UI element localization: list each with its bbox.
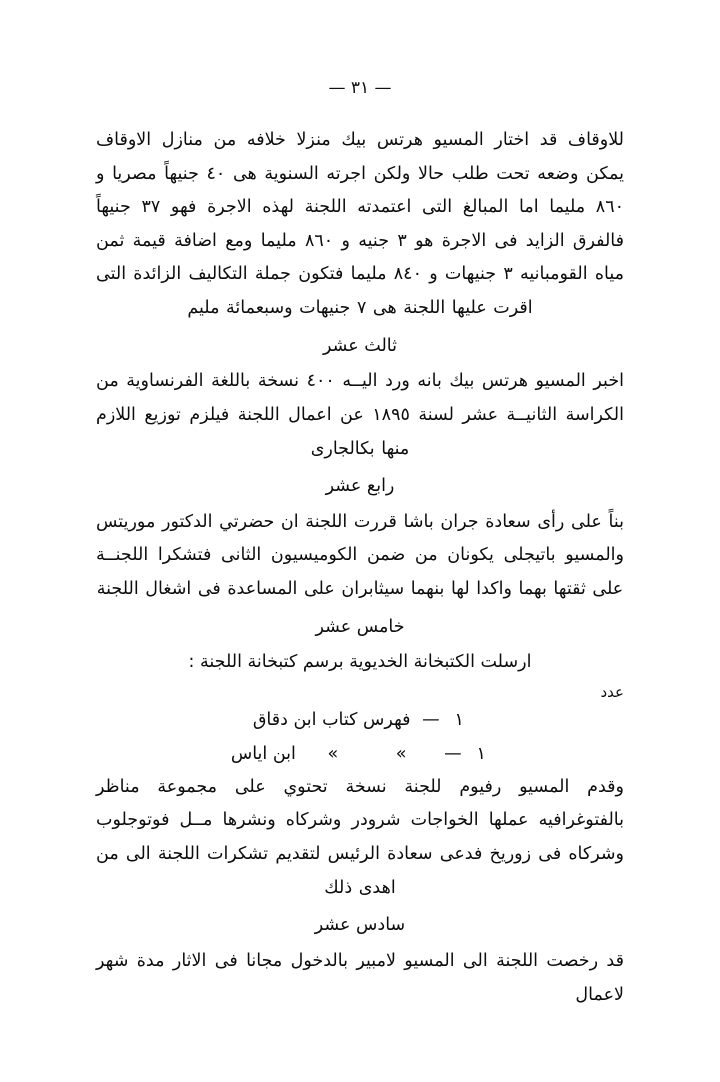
- heading-fifteenth: خامس عشر: [315, 616, 405, 637]
- label-count: عدد: [600, 682, 624, 701]
- list-item-number: ١: [476, 743, 486, 764]
- list-item-label: ابن اياس: [230, 743, 296, 764]
- list-item-label: فهرس كتاب ابن دقاق: [252, 709, 411, 730]
- heading-fourteenth: رابع عشر: [325, 476, 395, 497]
- paragraph-photographs: وقدم المسيو رفيوم للجنة نسخة تحتوي على مجموعة مناظر بالفتوغرافيه عملها الخواجات شرودر وشركاه ونشرها مــل فوتوجلوب وشركاه فى زوريخ فدعى سعادة الرئيس لتقديم تشكرات اللجنة الى من اهدى ذلك: [96, 776, 624, 898]
- heading-thirteenth: ثالث عشر: [323, 335, 397, 356]
- list-item: [96, 703, 624, 737]
- page-number: — ٣١ —: [328, 78, 392, 98]
- list-item-ditto-second: »: [327, 743, 339, 764]
- list-item-ditto-first: »: [395, 743, 407, 764]
- paragraph-thirteenth: اخبر المسيو هرتس بيك بانه ورد اليــه ٤٠٠ نسخة باللغة الفرنساوية من الكراسة الثانيــة عشر لسنة ١٨٩٥ عن اعمال اللجنة فيلزم توزيع اللازم منها بكالجارى: [96, 371, 625, 459]
- list-item-number: ١: [454, 709, 464, 730]
- paragraph-fourteenth: بناً على رأى سعادة جران باشا قررت اللجنة ان حضرتي الدكتور موريتس والمسيو باتيجلى يكونان من ضمن الكوميسيون الثانى فتشكرا اللجنــة على ثقتها بهما واكدا لها بنهما سيثابران على المساعدة فى اشغال اللجنة: [96, 511, 624, 600]
- paragraph-sixteenth: قد رخصت اللجنة الى المسيو لامبير بالدخول مجانا فى الاثار مدة شهر لاعمال: [96, 951, 624, 1005]
- list-item: [96, 737, 624, 771]
- list-item-dash: —: [444, 743, 462, 764]
- paragraph-opening: للاوقاف قد اختار المسيو هرتس بيك منزلا خلافه من منازل الاوقاف يمكن وضعه تحت طلب حالا ولكن اجرته السنوية هى ٤٠ جنيهاً مصريا و ٨٦٠ مليما اما المبالغ التى اعتمدته اللجنة لهذه الاجرة فهو ٣٧ جنيهاً فالفرق الزايد فى الاجرة هو ٣ جنيه و ٨٦٠ مليما ومع اضافة قيمة ثمن مياه القومبانيه ٣ جنيهات و ٨٤٠ مليما فتكون جملة التكاليف الزائدة التى اقرت عليها اللجنة هى ٧ جنيهات وسبعمائة مليم: [96, 130, 625, 318]
- line-library-sent: ارسلت الكتبخانة الخديوية برسم كتبخانة اللجنة :: [188, 652, 532, 673]
- book-list: [96, 703, 624, 771]
- list-item-dash: —: [422, 709, 440, 730]
- heading-sixteenth: سادس عشر: [314, 915, 406, 936]
